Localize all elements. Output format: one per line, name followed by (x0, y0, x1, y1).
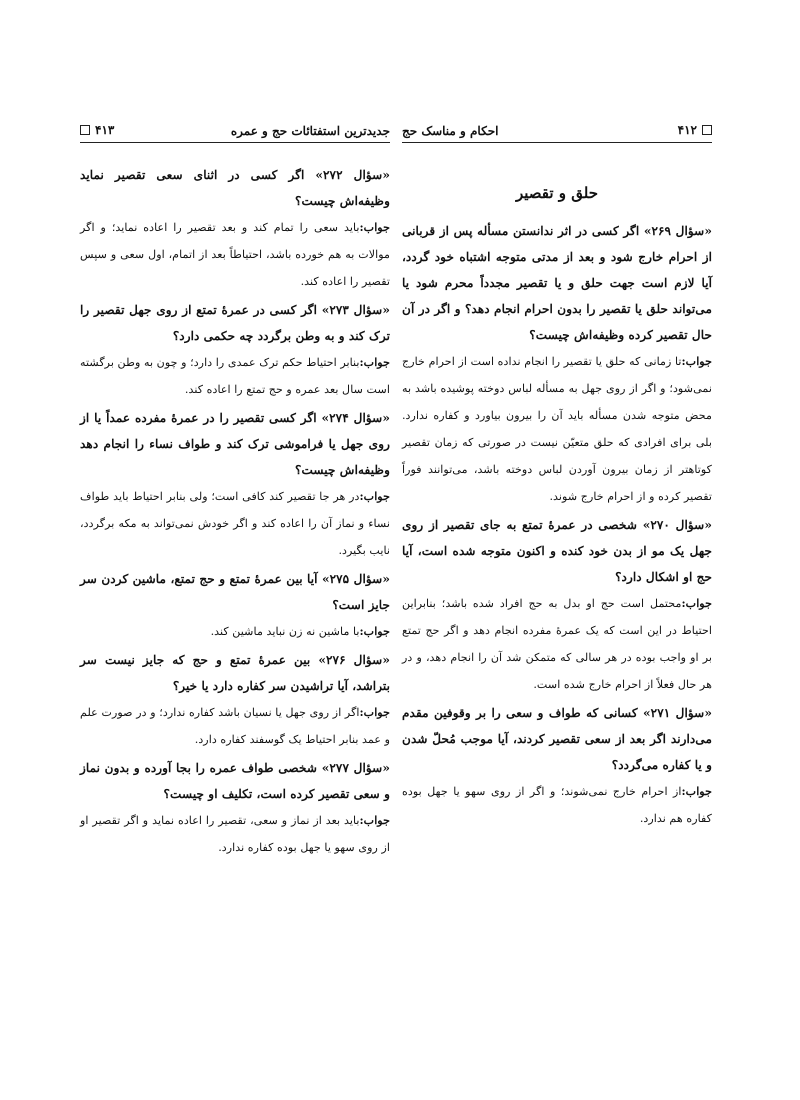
answer-label: جواب: (359, 624, 390, 638)
question-text: اگر کسی در اثنای سعی تقصیر نماید وظیفه‌اش چیست؟ (80, 168, 390, 208)
page-number (678, 123, 712, 137)
question-label: «سؤال ۲۷۵» (321, 572, 390, 586)
answer-label: جواب: (359, 355, 390, 369)
square-box-icon (702, 125, 712, 135)
page-412 (402, 120, 712, 990)
answer-label: جواب: (681, 596, 712, 610)
qa-item (80, 162, 390, 295)
running-head (402, 120, 712, 143)
answer-text: محتمل است حج او بدل به حج افراد شده باشد؛ بنابراین احتیاط در این است که یک عمرهٔ مفرده انجام دهد و اگر حج تمتع بر او واجب بوده در هر سالی که متمکن شد آن را انجام دهد، و در هر حال فعلاً از احرام خارج شده است. (402, 597, 712, 691)
running-head (80, 120, 390, 143)
question-text: بین عمرهٔ تمتع و حج که جایز نیست سر بتراشد، آیا تراشیدن سر کفاره دارد یا خیر؟ (80, 653, 390, 693)
question (80, 297, 390, 349)
answer (80, 349, 390, 403)
answer-label: جواب: (359, 489, 390, 503)
page-content (80, 162, 390, 863)
question-text: کسانی که طواف و سعی را بر وقوفین مقدم می‌دارند اگر بعد از سعی تقصیر کردند، آیا موجب مُحلّ شدن و یا کفاره می‌گردد؟ (402, 706, 712, 772)
question-label: «سؤال ۲۷۴» (321, 411, 390, 425)
running-title: جدیدترین استفتائات حج و عمره (230, 124, 390, 138)
answer-text: باید سعی را تمام کند و بعد تقصیر را اعاده نماید؛ و اگر موالات به هم خورده باشد، احتیاطاً بعد از اتمام، اول سعی و سپس تقصیر را اعاده کند. (80, 221, 390, 288)
answer-text: در هر جا تقصیر کند کافی است؛ ولی بنابر احتیاط باید طواف نساء و نماز آن را اعاده کند و اگر خودش نمی‌تواند به مکه برگردد، نایب بگیرد. (80, 490, 390, 557)
section-title: حلق و تقصیر (515, 184, 598, 202)
question-label: «سؤال ۲۷۰» (642, 518, 712, 532)
answer (80, 699, 390, 753)
question-text: شخصی در عمرهٔ تمتع به جای تقصیر از روی جهل یک مو از بدن خود کنده و اکنون متوجه شده است، آیا حج او اشکال دارد؟ (402, 518, 712, 584)
question-text: اگر کسی در عمرهٔ تمتع از روی جهل تقصیر را ترک کند و به وطن برگردد چه حکمی دارد؟ (80, 303, 390, 343)
answer-text: با ماشین نه زن نباید ماشین کند. (210, 625, 360, 638)
answer (80, 618, 390, 645)
page-413 (80, 120, 390, 990)
question-text: اگر کسی در اثر ندانستن مسأله پس از قربانی از احرام خارج شود و بعد از مدتی متوجه اشتباه خود گردد، آیا لازم است جهت حلق و یا تقصیر مجدداً محرم شود یا می‌تواند حلق یا تقصیر را بدون احرام انجام دهد؟ و اگر در آن حال تقصیر کرده وظیفه‌اش چیست؟ (402, 224, 712, 342)
question (402, 700, 712, 778)
question-label: «سؤال ۲۷۱» (643, 706, 712, 720)
question (402, 512, 712, 590)
answer (80, 483, 390, 564)
answer (402, 590, 712, 698)
question-label: «سؤال ۲۷۳» (321, 303, 391, 317)
running-title: احکام و مناسک حج (402, 124, 499, 138)
question (80, 566, 390, 618)
qa-item (80, 405, 390, 564)
answer-text: از احرام خارج نمی‌شوند؛ و اگر از روی سهو یا جهل بوده کفاره هم ندارد. (402, 785, 712, 825)
qa-item (80, 297, 390, 403)
answer-text: اگر از روی جهل یا نسیان باشد کفاره ندارد؛ و در صورت علم و عمد بنابر احتیاط یک گوسفند کفاره دارد. (80, 706, 390, 746)
answer-label: جواب: (681, 354, 712, 368)
answer-label: جواب: (681, 784, 712, 798)
question (80, 755, 390, 807)
answer-text: باید بعد از نماز و سعی، تقصیر را اعاده نماید و اگر تقصیر او از روی سهو یا جهل بوده کفاره ندارد. (80, 814, 390, 854)
page-number (80, 123, 114, 137)
question-label: «سؤال ۲۷۶» (318, 653, 391, 667)
question-text: اگر کسی تقصیر را در عمرهٔ مفرده عمداً یا از روی جهل یا فراموشی ترک کند و طواف نساء را انجام دهد وظیفه‌اش چیست؟ (80, 411, 390, 477)
answer (80, 214, 390, 295)
page-number-text: ۴۱۲ (677, 123, 697, 137)
question (80, 405, 390, 483)
answer (402, 778, 712, 832)
question (402, 218, 712, 348)
qa-item (402, 512, 712, 698)
qa-item (80, 647, 390, 753)
answer-label: جواب: (359, 220, 390, 234)
qa-item (80, 566, 390, 645)
answer-text: تا زمانی که حلق یا تقصیر را انجام نداده است از احرام خارج نمی‌شود؛ و اگر از روی جهل به مسأله لباس دوخته پوشیده باشد به محض متوجه شدن مسأله باید آن را بیرون بیاورد و کفاره ندارد. بلی برای افرادی که حلق متعیّن نیست در صورتی که زمان تقصیر کوتاهتر از زمان بیرون آوردن لباس دوخته باشد، می‌توانند فوراً تقصیر کرده و از احرام خارج شوند. (402, 355, 712, 503)
answer-label: جواب: (359, 813, 390, 827)
question (80, 162, 390, 214)
answer-label: جواب: (359, 705, 390, 719)
question-label: «سؤال ۲۶۹» (643, 224, 713, 238)
qa-item (80, 755, 390, 861)
qa-item (402, 218, 712, 510)
question (80, 647, 390, 699)
question-label: «سؤال ۲۷۷» (321, 761, 390, 775)
answer-text: بنابر احتیاط حکم ترک عمدی را دارد؛ و چون به وطن برگشته است سال بعد عمره و حج تمتع را اعاده کند. (80, 356, 390, 396)
question-label: «سؤال ۲۷۲» (315, 168, 390, 182)
page-content (402, 168, 712, 834)
answer (402, 348, 712, 510)
question-text: آیا بین عمرهٔ تمتع و حج تمتع، ماشین کردن سر جایز است؟ (80, 572, 390, 612)
answer (80, 807, 390, 861)
question-text: شخصی طواف عمره را بجا آورده و بدون نماز و سعی تقصیر کرده است، تکلیف او چیست؟ (80, 761, 390, 801)
qa-item (402, 700, 712, 832)
square-box-icon (80, 125, 90, 135)
page-number-text: ۴۱۳ (95, 123, 115, 137)
